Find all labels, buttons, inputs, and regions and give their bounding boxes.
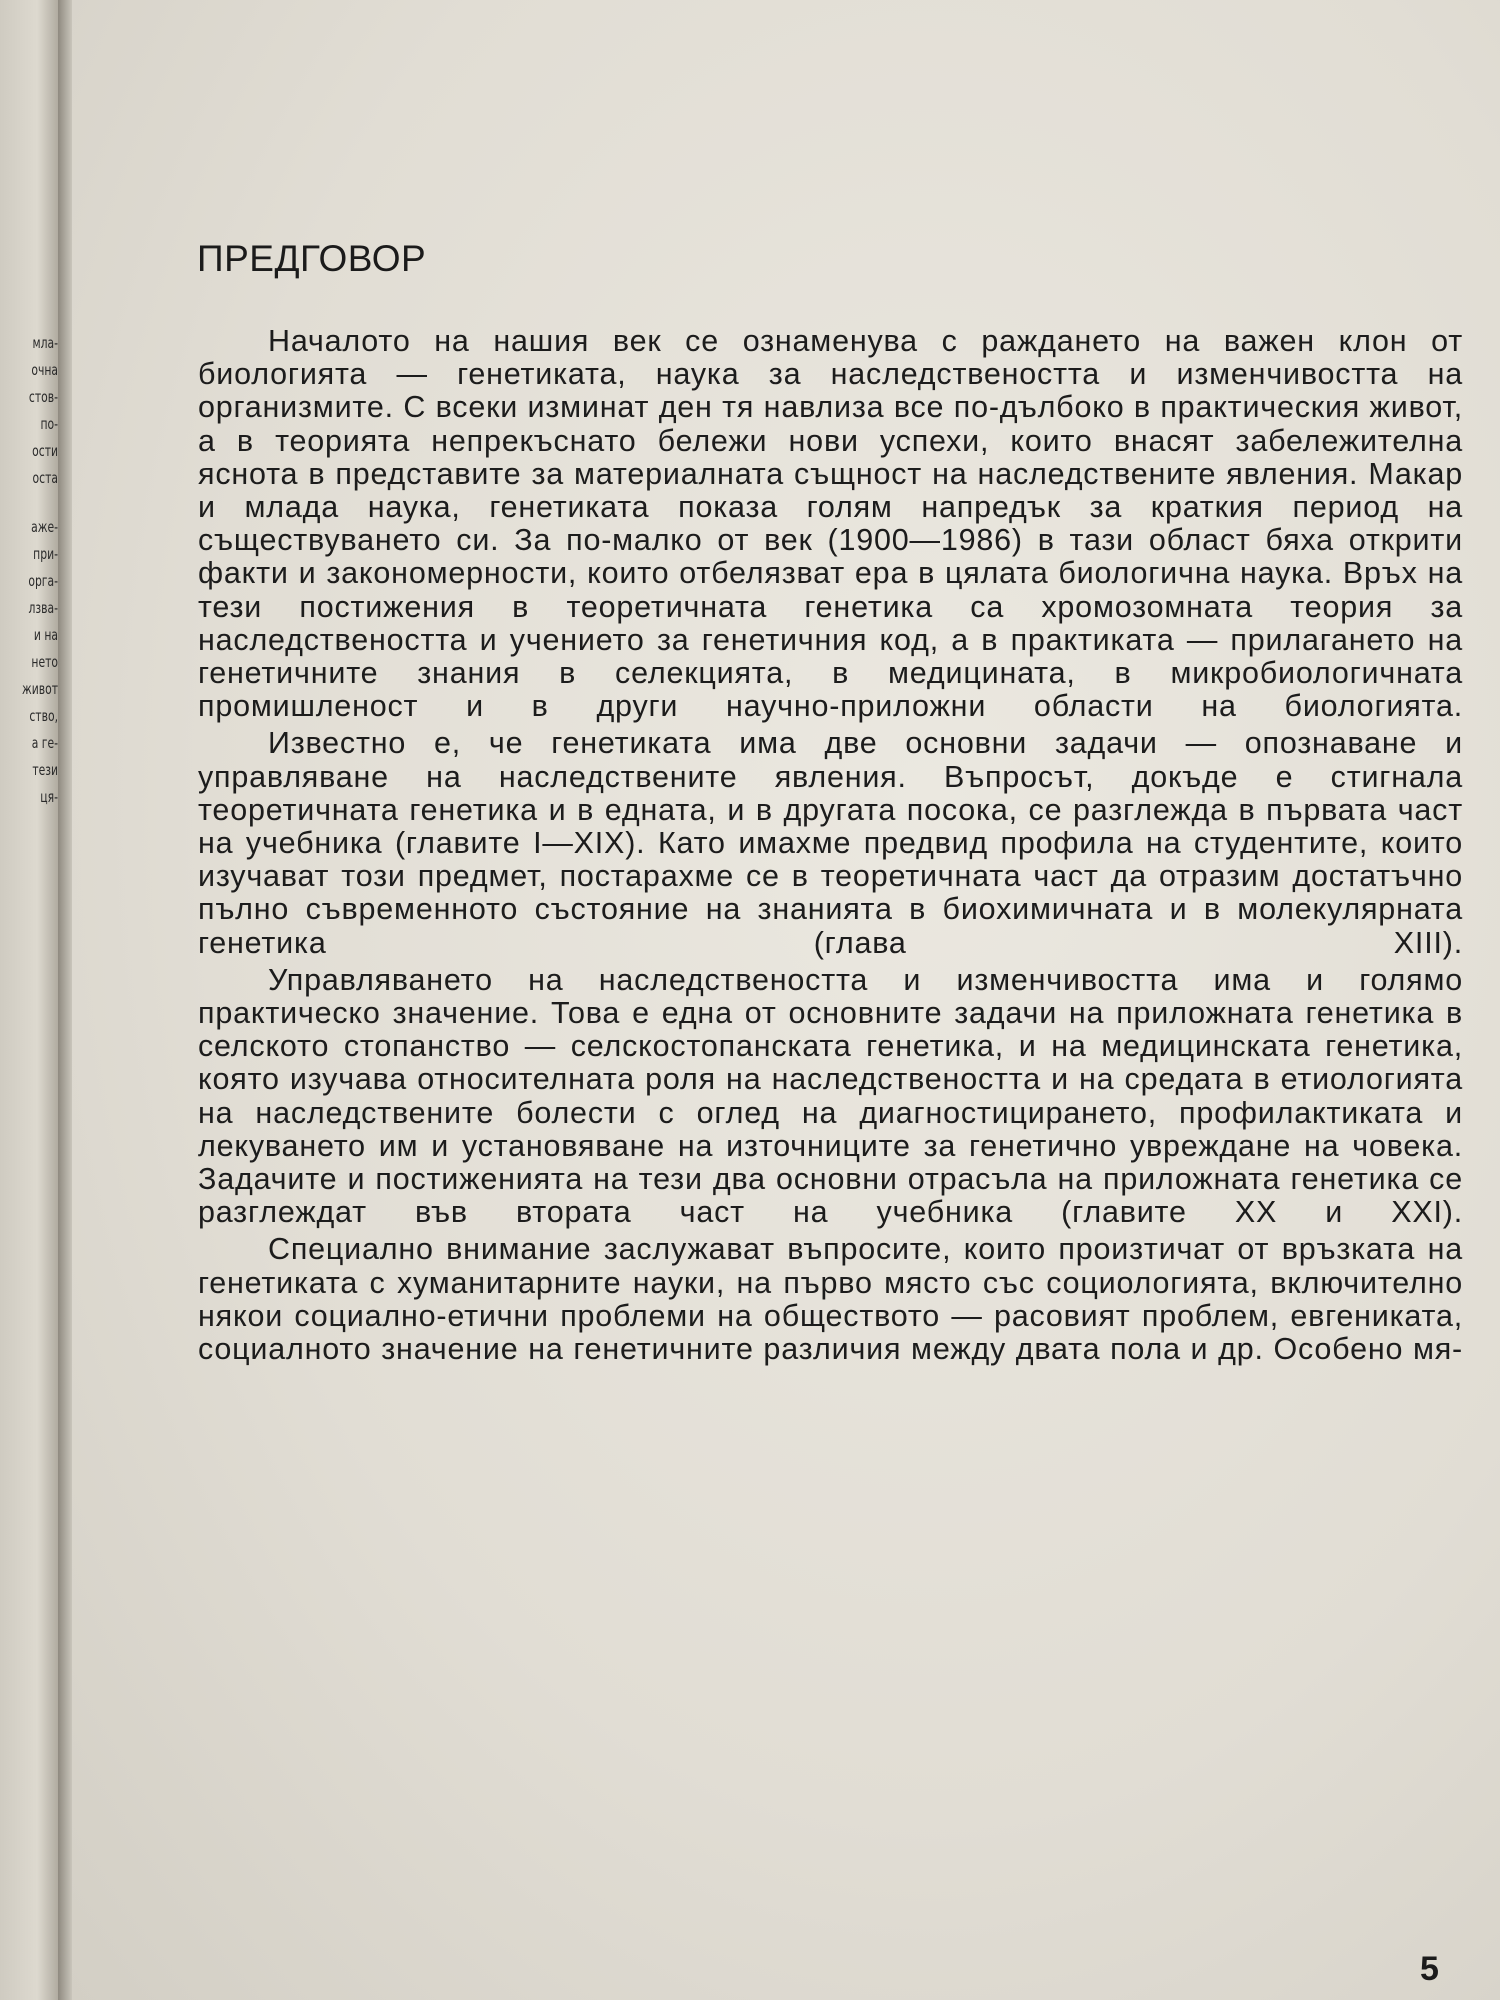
fragment: лзва- (28, 599, 58, 617)
fragment-gap (13, 492, 58, 514)
fragment: ця- (40, 788, 58, 806)
fragment: тези (32, 761, 58, 779)
fragment: аже- (31, 518, 58, 536)
left-page-fragments (13, 330, 58, 811)
paragraph: Началото на нашия век се ознаменува с раждането на важен клон от биологията — генетиката, наука за наследствеността и изменчивостта на организмите. С всеки изминат ден тя навлиза все по-дълбоко в практическия живот, а в теорията непрекъснато бележи нови успехи, които внасят забележителна яснота в представите за материалната същност на наследствените явления. Макар и млада наука, генетиката показа голям напредък за краткия период на съществуването си. За по-малко от век (1900—1986) в тази област бяха открити факти и закономерности, които отбелязват ера в цялата биологична наука. Връх на тези постижения в теоретичната генетика са хромозомната теория за наследствеността и учението за генетичния код, а в практиката — прилагането на генетичните знания в селекцията, в медицината, в микробиологичната промишленост и в други научно-приложни области на биологията. (198, 324, 1463, 724)
fragment: нето (31, 653, 58, 671)
fragment: оста (32, 469, 58, 487)
fragment: а ге- (31, 734, 58, 752)
fragment: орга- (28, 572, 58, 590)
book-gutter (58, 0, 72, 2000)
fragment: мла- (32, 334, 58, 352)
fragment: и на (33, 626, 58, 644)
paragraph: Известно е, че генетиката има две основни задачи — опознаване и управляване на наследствените явления. Въпросът, докъде е стигнала теоретичната генетика и в едната, и в другата посока, се разглежда в първата част на учебника (главите I—XIX). Като имахме предвид профила на студентите, които изучават този предмет, постарахме се в теоретичната част да отразим достатъчно пълно съвременното състояние на знанията в биохимичната и в молекулярната генетика (глава XIII). (198, 726, 1463, 960)
preface-body (198, 325, 1463, 1370)
page-number: 5 (1420, 1950, 1439, 1988)
fragment: стов- (28, 388, 58, 406)
fragment: очна (31, 361, 58, 379)
book-page (72, 0, 1500, 2000)
page-title: ПРЕДГОВОР (197, 238, 427, 279)
fragment: ости (32, 442, 58, 460)
paragraph: Специално внимание заслужават въпросите, които произтичат от връзката на генетиката с хуманитарните науки, на първо място със социологията, включително някои социално-етични проблеми на обществото — расовият проблем, евгениката, социалното значение на генетичните различия между двата пола и др. Особено мя- (198, 1232, 1463, 1367)
fragment: живот (22, 680, 58, 698)
fragment: ство, (29, 707, 58, 725)
left-page-edge (0, 0, 62, 2000)
fragment: по- (40, 415, 58, 433)
paragraph: Управляването на наследствеността и изменчивостта има и голямо практическо значение. Това е една от основните задачи на приложната генетика в селското стопанство — селскостопанската генетика, и на медицинската генетика, която изучава относителната роля на наследствеността и на средата в етиологията на наследствените болести с оглед на диагностицирането, профилактиката и лекуването им и установяване на източниците за генетично увреждане на човека. Задачите и постиженията на тези два основни отрасъла на приложната генетика се разглеждат във втората част на учебника (главите XX и XXI). (198, 962, 1463, 1230)
fragment: при- (33, 545, 58, 563)
